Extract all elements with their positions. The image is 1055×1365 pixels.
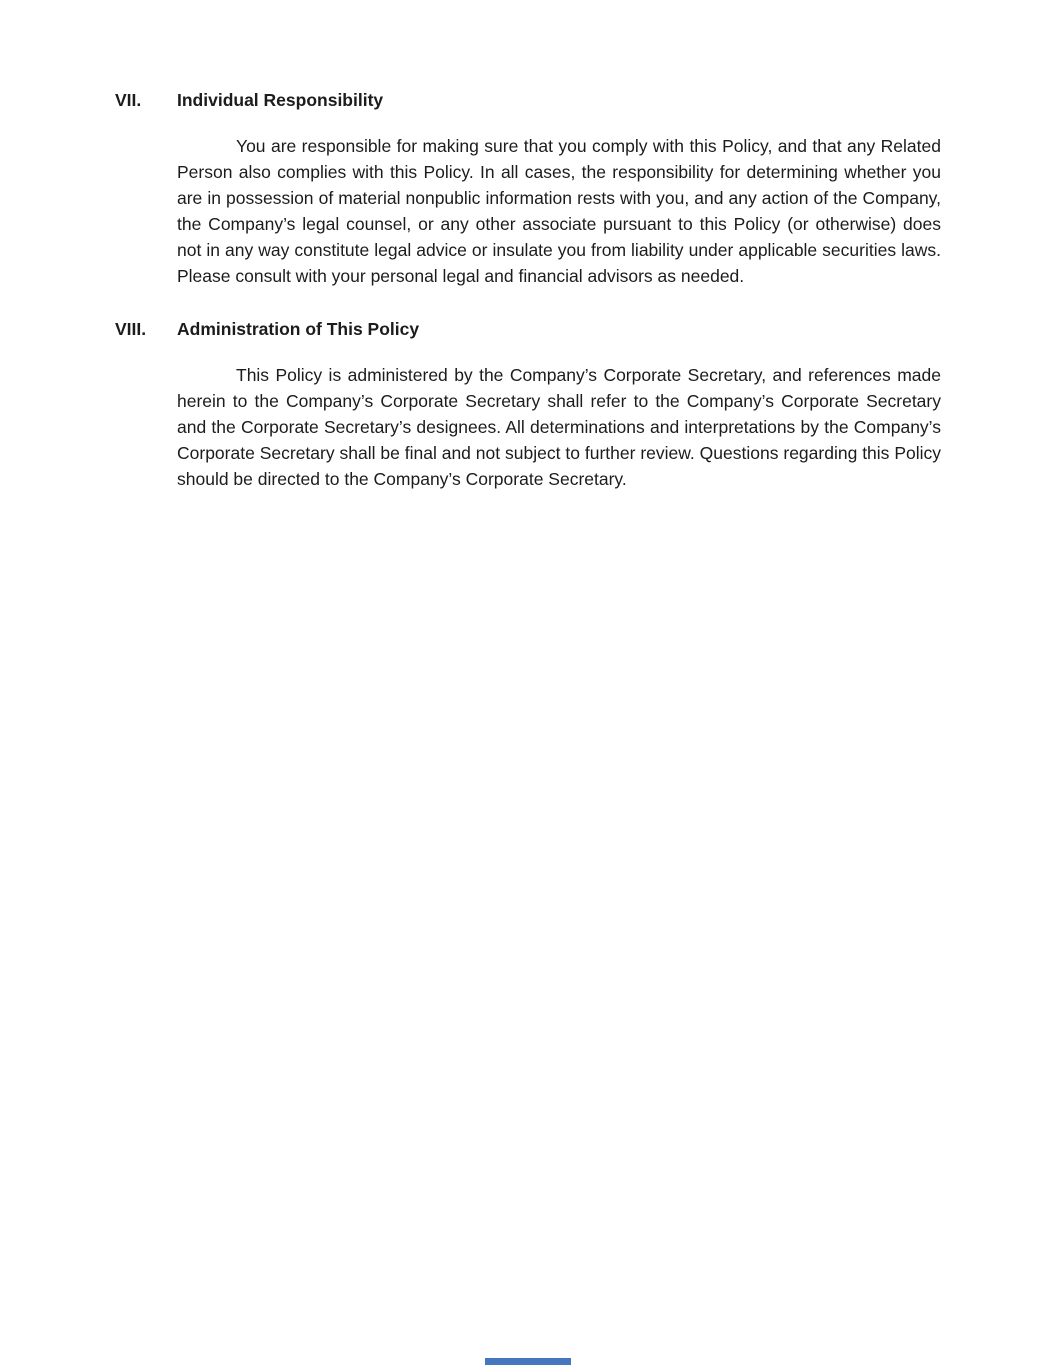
section-title: Individual Responsibility [177, 90, 384, 110]
section-heading [115, 317, 941, 341]
section-paragraph: You are responsible for making sure that you comply with this Policy, and that any Related Person also complies with this Policy. In all cases, the responsibility for determining whether you are in possession of material nonpublic information rests with you, and any action of the Company, the Company’s legal counsel, or any other associate pursuant to this Policy (or otherwise) does not in any way constitute legal advice or insulate you from liability under applicable securities laws. Please consult with your personal legal and financial advisors as needed. [177, 136, 941, 286]
section-individual-responsibility [115, 88, 941, 289]
section-number: VII. [115, 90, 142, 110]
section-number: VIII. [115, 319, 147, 339]
bottom-accent-bar [485, 1358, 571, 1365]
section-heading [115, 88, 941, 112]
section-title: Administration of This Policy [177, 319, 420, 339]
section-administration-of-this-policy [115, 317, 941, 492]
section-paragraph: This Policy is administered by the Company’s Corporate Secretary, and references made herein to the Company’s Corporate Secretary shall refer to the Company’s Corporate Secretary and the Corporate Secretary’s designees. All determinations and interpretations by the Company’s Corporate Secretary shall be final and not subject to further review. Questions regarding this Policy should be directed to the Company’s Corporate Secretary. [177, 365, 941, 489]
